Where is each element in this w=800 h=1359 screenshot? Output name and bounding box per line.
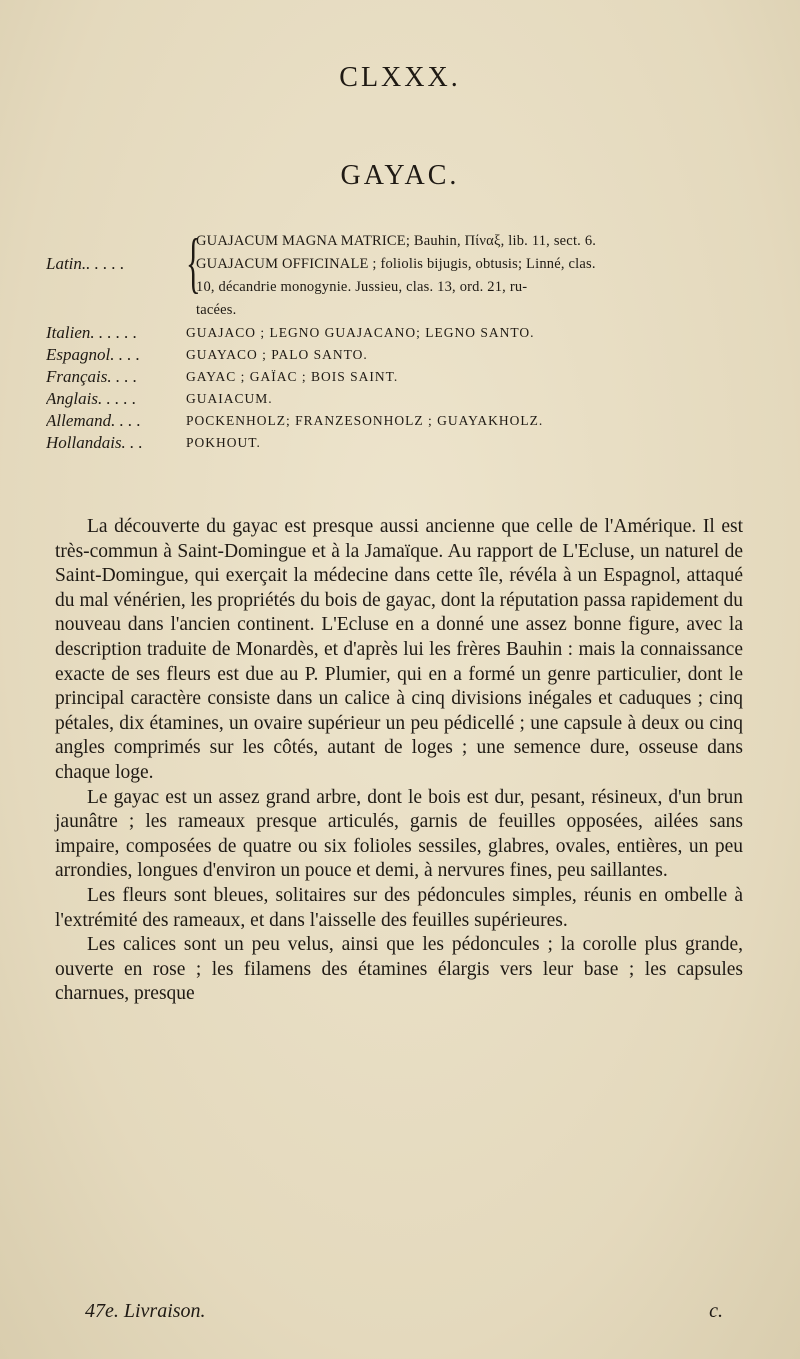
language-label: Français. . . .	[46, 367, 138, 386]
synonym-value: POKHOUT.	[186, 435, 261, 450]
language-label: Italien. . . . . .	[46, 323, 138, 342]
page-title: GAYAC.	[340, 160, 460, 191]
synonym-value: GUAJACO ; LEGNO GUAJACANO; LEGNO SANTO.	[186, 325, 535, 340]
page-folio-number: CLXXX.	[339, 62, 461, 93]
latin-line: tacées.	[196, 302, 237, 318]
signature-mark: 47e. Livraison.	[85, 1300, 206, 1322]
synonym-value: GAYAC ; GAÏAC ; BOIS SAINT.	[186, 369, 399, 384]
latin-line: 10, décandrie monogynie. Jussieu, clas. 13, ord. 21, ru-	[196, 279, 528, 295]
language-label: Hollandais. . .	[46, 433, 143, 452]
page-footer	[55, 1300, 743, 1323]
language-label: Anglais. . . . .	[46, 389, 137, 408]
synonym-row	[46, 366, 766, 388]
synonym-value: GUAIACUM.	[186, 391, 273, 406]
synonym-row	[46, 432, 766, 454]
synonym-row	[46, 410, 766, 432]
paragraph: Les calices sont un peu velus, ainsi que les pédoncules ; la corolle plus grande, ouverte en rose ; les filamens des étamines élargis vers leur base ; les capsules charnues, presque	[55, 934, 743, 1005]
latin-line: GUAJACUM OFFICINALE ; foliolis bijugis, obtusis; Linné, clas.	[196, 256, 596, 272]
language-label: Latin.. . . . .	[46, 254, 125, 273]
body-text	[55, 515, 743, 1007]
synonym-row	[46, 322, 766, 344]
paragraph: Le gayac est un assez grand arbre, dont le bois est dur, pesant, résineux, d'un brun jaunâtre ; les rameaux presque articulés, garnis de feuilles opposées, ailées sans impaire, composées de quatre ou six folioles sessiles, glabres, ovales, entières, un peu arrondies, longues d'environ un pouce et demi, à nervures fines, peu saillantes.	[55, 786, 743, 882]
curly-brace-icon: {	[186, 224, 201, 300]
synonym-row-latin	[46, 224, 766, 322]
synonym-value: GUAYACO ; PALO SANTO.	[186, 347, 368, 362]
language-label: Espagnol. . . .	[46, 345, 140, 364]
paragraph: La découverte du gayac est presque aussi ancienne que celle de l'Amérique. Il est très-commun à Saint-Domingue et à la Jamaïque. Au rapport de L'Ecluse, un naturel de Saint-Domingue, qui exerçait la médecine dans cette île, révéla à un Espagnol, attaqué du mal vénérien, les propriétés du bois de gayac, dont la réputation passa rapidement du nouveau dans l'ancien continent. L'Ecluse en a donné une assez bonne figure, avec la description traduite de Monardès, et d'après lui les frères Bauhin : mais la connaissance exacte de ses fleurs est due au P. Plumier, qui en a formé un genre particulier, dont le principal caractère consiste dans un calice à cinq divisions inégales et caduques ; cinq pétales, dix étamines, un ovaire supérieur un peu pédicellé ; une capsule à deux ou cinq angles comprimés sur les côtés, autant de loges ; une semence dure, osseuse dans chaque loge.	[55, 516, 743, 783]
paragraph: Les fleurs sont bleues, solitaires sur des pédoncules simples, réunis en ombelle à l'extrémité des rameaux, et dans l'aisselle des feuilles supérieures.	[55, 884, 743, 931]
synonyms-table	[46, 224, 766, 454]
synonym-row	[46, 388, 766, 410]
latin-synonyms	[196, 230, 596, 322]
synonym-value: POCKENHOLZ; FRANZESONHOLZ ; GUAYAKHOLZ.	[186, 413, 544, 428]
synonym-row	[46, 344, 766, 366]
gathering-mark: c.	[709, 1300, 723, 1322]
latin-line: GUAJACUM MAGNA MATRICE; Bauhin, Πίναξ, lib. 11, sect. 6.	[196, 233, 597, 249]
language-label: Allemand. . . .	[46, 411, 141, 430]
